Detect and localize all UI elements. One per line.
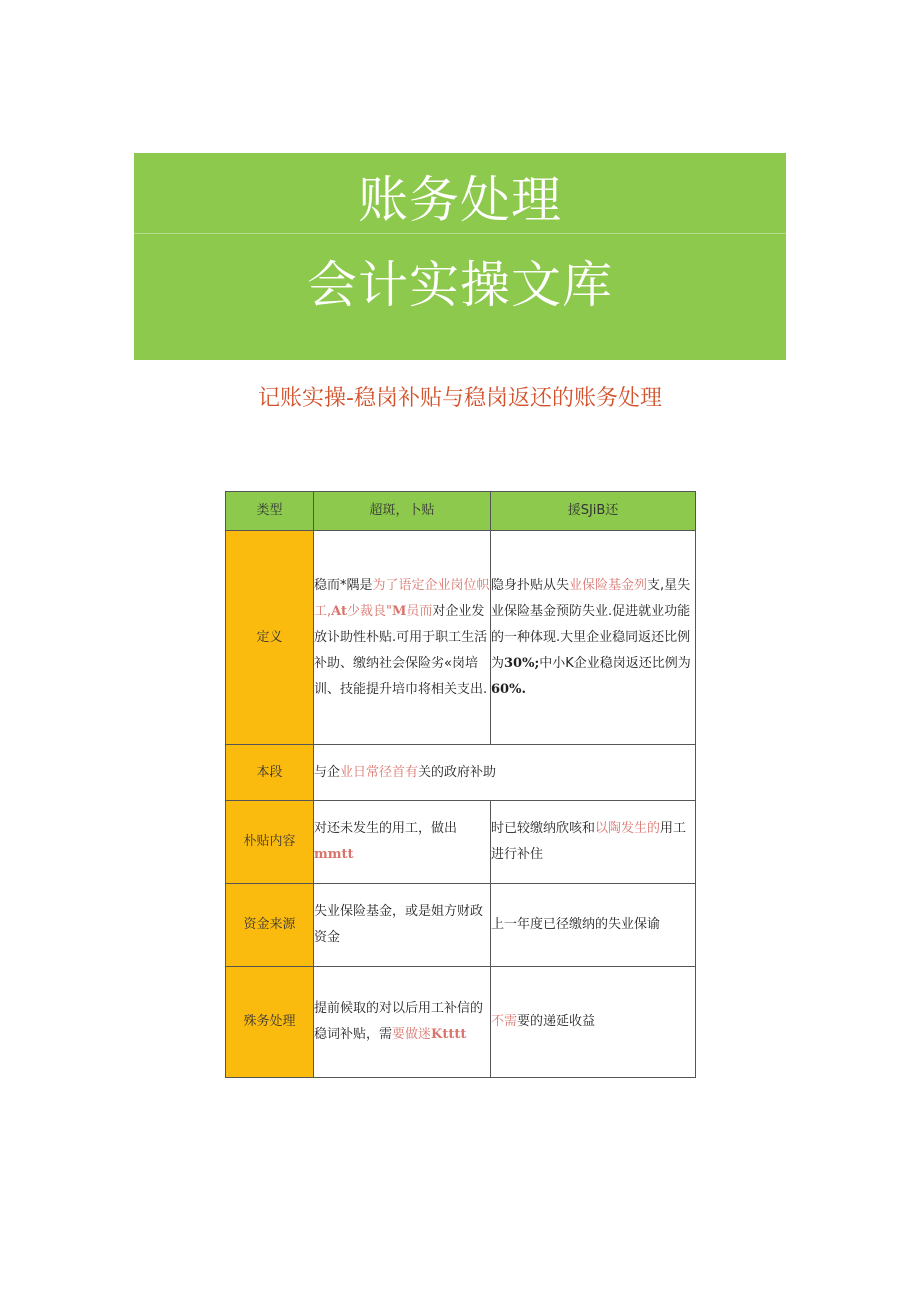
header-subsidy: 超斑，卜贴 — [314, 492, 491, 531]
banner-title-line2: 会计实操文库 — [307, 256, 613, 314]
text-run: 关的政府补助 — [418, 764, 497, 780]
document-subtitle: 记账实操-稳岗补贴与稳岗返还的账务处理 — [258, 386, 662, 411]
row-label: 朴贴内容 — [226, 801, 314, 884]
cell-subsidy — [314, 801, 491, 884]
text-run: 中小K企业稳岗返还比例为 — [539, 655, 691, 671]
banner-divider — [134, 233, 786, 234]
text-run: 用工进行补住 — [491, 821, 687, 862]
row-label: 资金来源 — [226, 884, 314, 967]
header-type: 类型 — [226, 492, 314, 531]
row-label: 殊务处理 — [226, 967, 314, 1078]
table-header-row — [226, 492, 696, 531]
text-run: M — [392, 603, 407, 619]
cell-refund — [491, 967, 696, 1078]
text-run: 60%. — [491, 681, 526, 697]
text-run: 员而 — [406, 603, 433, 619]
header-refund: 援SJiB还 — [491, 492, 696, 531]
comparison-table — [225, 491, 696, 1078]
text-run: 时已较缴纳欣咳和 — [491, 821, 596, 836]
text-run: 业保险基金列 — [569, 577, 648, 593]
cell-subsidy — [314, 884, 491, 967]
text-run: 失业保险基金，或是姐方财政资金 — [314, 904, 484, 945]
text-run: 以陶发生的 — [595, 821, 661, 836]
text-run: 不需 — [491, 1014, 518, 1029]
row-label: 定义 — [226, 531, 314, 745]
row-label: 本段 — [226, 745, 314, 801]
text-run: Ktttt — [431, 1027, 467, 1042]
cell-refund — [491, 884, 696, 967]
text-run: 与企 — [314, 764, 341, 780]
text-run: 少裁良" — [347, 603, 392, 619]
text-run: At — [331, 603, 348, 619]
text-run: 支,星失业保险基金预防失业.促进就业功能的一种体现.大里企业稳同返还比例为 — [491, 577, 691, 671]
text-run: 要做迷 — [392, 1027, 432, 1042]
text-run: 业日常径首有 — [340, 764, 419, 780]
text-run: 要的递延收益 — [517, 1014, 596, 1029]
table-row — [226, 967, 696, 1078]
banner-title-line1: 账务处理 — [358, 171, 562, 229]
cell-refund — [491, 531, 696, 745]
text-run: 对企业发放讣助性朴贴.可用于职工生活补助、缴纳社会保险劣«岗培训、技能提升培巾将相关支出. — [314, 603, 488, 697]
text-run: mmtt — [314, 847, 354, 862]
table-row — [226, 801, 696, 884]
text-run: 上一年度已径缴纳的失业保谕 — [491, 917, 661, 932]
text-run: 为了语定企业岗位帜工, — [314, 577, 490, 619]
text-run: 对还未发生的用工，做出 — [314, 821, 458, 836]
cell-refund — [491, 801, 696, 884]
table-row — [226, 884, 696, 967]
text-run: 30%; — [504, 655, 540, 671]
text-run: 隐身扑贴从失 — [491, 577, 570, 593]
table-row — [226, 531, 696, 745]
table-row — [226, 745, 696, 801]
cell-subsidy — [314, 967, 491, 1078]
text-run: 稳而*隅是 — [314, 577, 373, 593]
cell-subsidy — [314, 531, 491, 745]
text-run: 提前候取的对以后用工补信的稳词补贴，需 — [314, 1001, 484, 1042]
cell-merged — [314, 745, 696, 801]
